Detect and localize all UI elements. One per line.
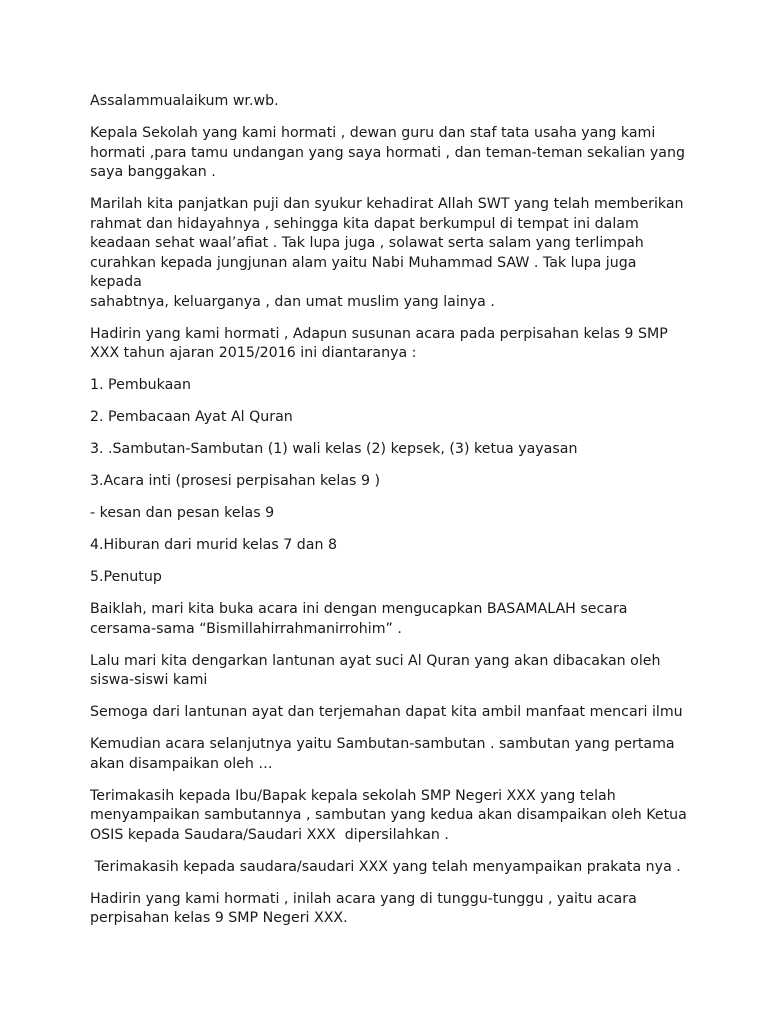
paragraph-speeches: Kemudian acara selanjutnya yaitu Sambutan-sambutan . sambutan yang pertama akan disampaikan oleh … xyxy=(90,736,675,772)
agenda-item: 3.Acara inti (prosesi perpisahan kelas 9 ) xyxy=(90,473,381,489)
paragraph-opening: Baiklah, mari kita buka acara ini dengan mengucapkan BASAMALAH secara cersama-sama “Bismillahirrahmanirrohim” . xyxy=(90,601,628,637)
paragraph-agenda-intro: Hadirin yang kami hormati , Adapun susunan acara pada perpisahan kelas 9 SMP XXX tahun ajaran 2015/2016 ini diantaranya : xyxy=(90,325,668,361)
agenda-item: 1. Pembukaan xyxy=(90,377,191,393)
agenda-item: 3. .Sambutan-Sambutan (1) wali kelas (2) kepsek, (3) ketua yayasan xyxy=(90,441,578,457)
agenda-item: 5.Penutup xyxy=(90,569,162,585)
paragraph-gratitude: Marilah kita panjatkan puji dan syukur kehadirat Allah SWT yang telah memberikan rahmat dan hidayahnya , sehingga kita dapat berkumpul di tempat ini dalam keadaan sehat waal’afiat . Tak lupa juga , solawat serta salam yang terlimpah curahkan kepada jungjunan alam yaitu Nabi Muhammad SAW . Tak lupa juga kepada sahabtnya, keluarganya , dan umat muslim yang lainya . xyxy=(90,196,684,310)
agenda-item: 4.Hiburan dari murid kelas 7 dan 8 xyxy=(90,537,337,553)
agenda-subitem: - kesan dan pesan kelas 9 xyxy=(90,505,275,521)
paragraph-hope: Semoga dari lantunan ayat dan terjemahan dapat kita ambil manfaat mencari ilmu xyxy=(90,704,683,720)
paragraph-main-event: Hadirin yang kami hormati , inilah acara yang di tunggu-tunggu , yaitu acara perpisahan kelas 9 SMP Negeri XXX. xyxy=(90,890,637,926)
paragraph-greeting: Assalammualaikum wr.wb. xyxy=(90,93,279,109)
paragraph-salutation: Kepala Sekolah yang kami hormati , dewan guru dan staf tata usaha yang kami hormati ,para tamu undangan yang saya hormati , dan teman-teman sekalian yang saya banggakan . xyxy=(90,125,685,180)
paragraph-thanks-osis: Terimakasih kepada saudara/saudari XXX yang telah menyampaikan prakata nya . xyxy=(90,858,681,875)
agenda-item: 2. Pembacaan Ayat Al Quran xyxy=(90,409,293,425)
document-body xyxy=(90,92,690,941)
paragraph-thanks-principal: Terimakasih kepada Ibu/Bapak kepala sekolah SMP Negeri XXX yang telah menyampaikan sambutannya , sambutan yang kedua akan disampaikan oleh Ketua OSIS kepada Saudara/Saudari XXX dipersilahkan . xyxy=(90,787,687,843)
paragraph-quran-reading: Lalu mari kita dengarkan lantunan ayat suci Al Quran yang akan dibacakan oleh siswa-siswi kami xyxy=(90,652,661,688)
